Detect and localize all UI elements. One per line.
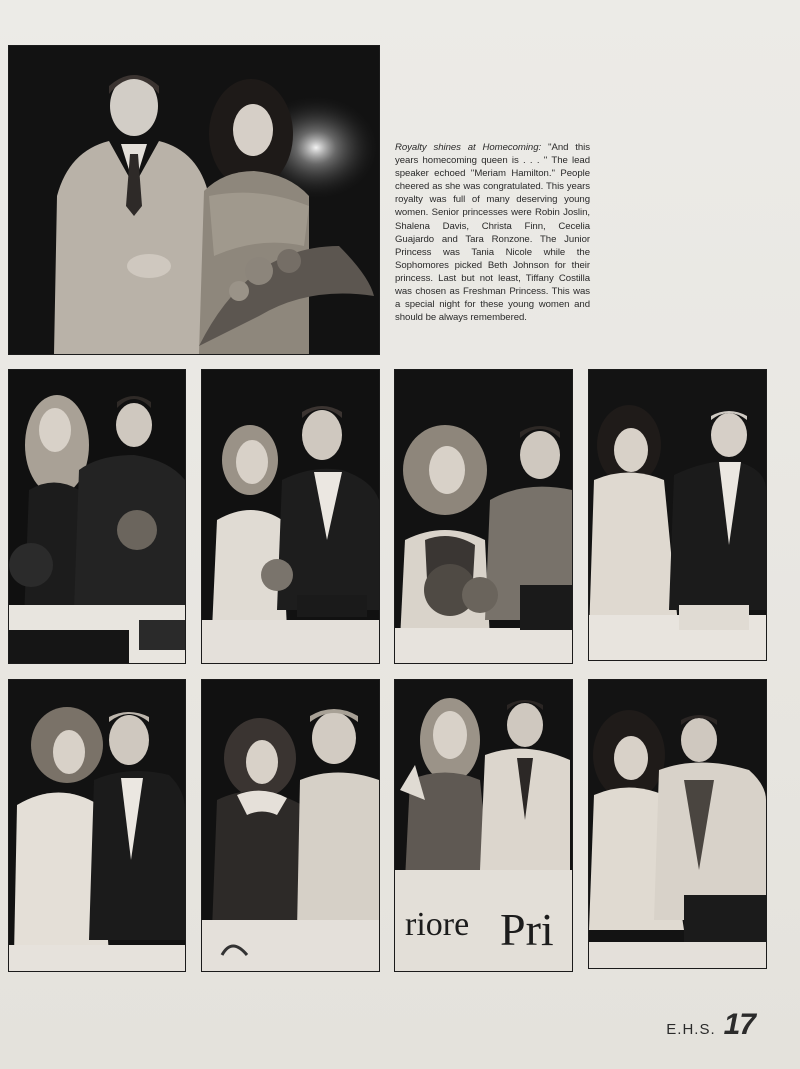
banner-text-right: Pri: [500, 904, 554, 955]
row2-photo-4: [589, 680, 766, 968]
caption-body: ''And this years homecoming queen is . . . '' The lead speaker echoed ''Meriam Hamilton.'' People cheered as she was congratulated. This years royalty was full of many deserving young women. Senior princesses were Robin Joslin, Shalena Davis, Christa Finn, Cecelia Guajardo and Tara Ronzone. The Junior Princess was Tania Nicole while the Sophomores picked Beth Johnson for their princess. Last but not least, Tiffany Costilla was chosen as Freshman Princess. This was a special night for these young women and should be always remembered.: [395, 142, 590, 324]
school-abbreviation: E.H.S.: [666, 1021, 716, 1038]
caption-text: [395, 141, 590, 324]
row1-photo-2: [202, 370, 379, 663]
row1-photo-4: [589, 370, 766, 660]
row1-photo-1: [9, 370, 185, 663]
row1-photo-3: [395, 370, 572, 663]
banner-text-left: riore: [405, 906, 470, 943]
caption-lead: Royalty shines at Homecoming:: [395, 142, 542, 153]
page-number: 17: [723, 1008, 755, 1041]
row2-photo-3: [395, 680, 572, 971]
folio: [666, 1008, 755, 1042]
row2-photo-1: [9, 680, 185, 971]
main-photo-queen: [9, 46, 379, 354]
row2-photo-2: [202, 680, 379, 971]
